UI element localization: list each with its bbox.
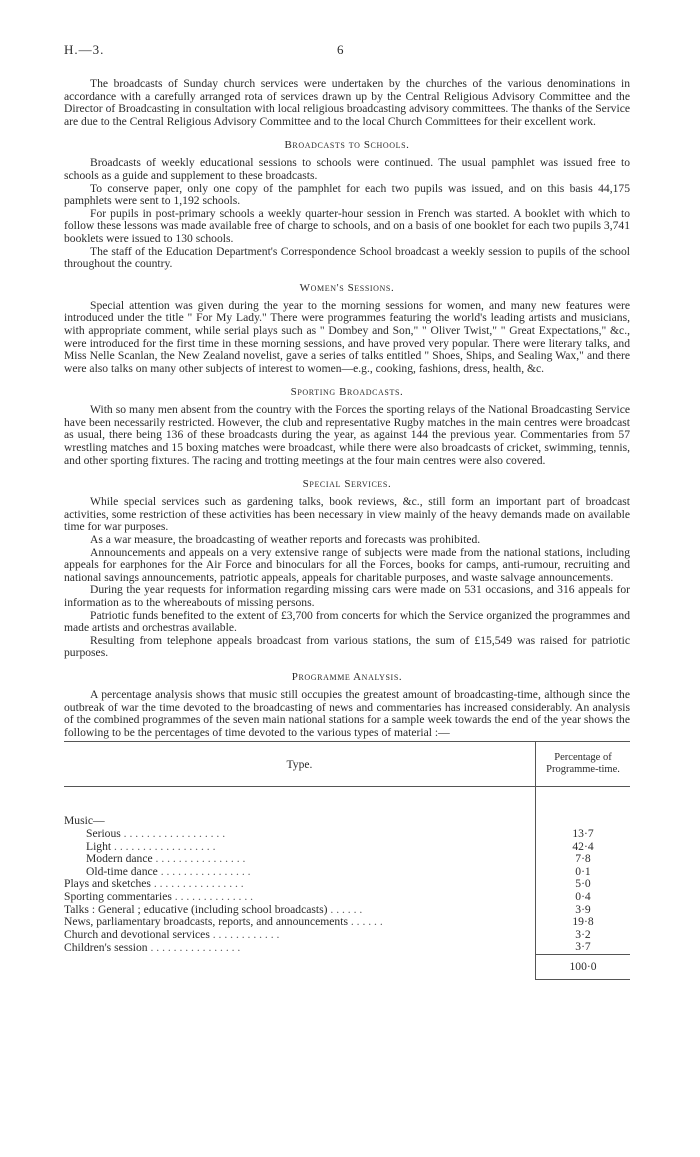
row-value: 3·2 xyxy=(536,929,631,942)
paragraph: Special attention was given during the year to the morning sessions for women, and many new features were introduced under the title " For My Lady." There were programmes featuring the world's leading artists and musicians, with appropriate comment, while serial plays such as " Dombey and Son," " Oliver Twist," " Great Expectations," &c., were introduced for the first time in these morning sessions, and have proved very popular. There were literary talks, and Miss Nelle Scanlan, the New Zealand novelist, gave a series of talks entitled " Shoes, Ships, and Sealing Wax," and there were also talks on many other subjects of interest to women—e.g., cooking, fashions, dress, health, &c. xyxy=(64,298,630,375)
paragraph: For pupils in post-primary schools a weekly quarter-hour session in French was started. A booklet with which to follow these lessons was made available free of charge to schools, and on a basis of one booklet for each two pupils 3,741 booklets were issued to 130 schools. xyxy=(64,206,630,245)
row-value: 3·7 xyxy=(536,941,631,954)
row-label: Light xyxy=(86,840,112,853)
section-heading: Women's Sessions. xyxy=(299,281,395,294)
leader-dots: . . . . . . . . . . . . . . . . xyxy=(150,878,244,891)
programme-analysis-table xyxy=(64,741,630,980)
paragraph: A percentage analysis shows that music still occupies the greatest amount of broadcasting-time, although since the outbreak of war the time devoted to the broadcasting of news and commentaries has increased considerably. An analysis of the combined programmes of the seven main national stations for a sample week towards the end of the year shows the following to be the percentages of time devoted to the various types of material :— xyxy=(64,687,630,739)
paragraph: To conserve paper, only one copy of the pamphlet for each two pupils was issued, and on this basis 44,175 pamphlets were sent to 1,192 schools. xyxy=(64,181,630,208)
row-value: 5·0 xyxy=(536,878,631,891)
leader-dots: . . . . . . xyxy=(327,903,363,916)
paragraph: Resulting from telephone appeals broadcast from various stations, the sum of £15,549 was raised for patriotic purposes. xyxy=(64,633,630,660)
row-label: Children's session xyxy=(64,941,148,954)
paragraph: With so many men absent from the country with the Forces the sporting relays of the National Broadcasting Service have been necessarily restricted. However, the club and representative Rugby matches in the main centres were broadcast as usual, there being 136 of these broadcasts during the year, as against 144 the previous year. Commentaries from 57 wrestling matches and 15 boxing matches were broadcast, while there were also broadcasts of cricket, swimming, tennis, and other sporting fixtures. The racing and trotting meetings at the four main centres were also covered. xyxy=(64,403,630,467)
row-value: 13·7 xyxy=(536,828,631,841)
leader-dots: . . . . . . xyxy=(347,916,383,929)
section-programme-analysis xyxy=(64,671,630,739)
leader-dots: . . . . . . . . . . . . . . . . xyxy=(152,853,246,866)
section-heading: Broadcasts to Schools. xyxy=(284,139,410,152)
row-value: 0·1 xyxy=(536,866,631,879)
section-broadcasts-to-schools xyxy=(64,139,630,270)
row-value: 0·4 xyxy=(536,891,631,904)
table-row-group xyxy=(64,815,630,828)
table-row xyxy=(64,941,630,954)
document-page xyxy=(64,42,630,980)
row-value: 7·8 xyxy=(536,853,631,866)
paragraph: The staff of the Education Department's Correspondence School broadcast a weekly session to pupils of the school throughout the country. xyxy=(64,244,630,271)
intro-paragraph: The broadcasts of Sunday church services were undertaken by the churches of the various denominations in accordance with a carefully arranged rota of services drawn up by the Central Religious Advisory Committee and the Director of Broadcasting in consultation with local religious broadcasting advisory committees. The thanks of the Service are due to the Central Religious Advisory Committee and to the local Church Committees for their excellent work. xyxy=(64,77,630,128)
leader-dots: . . . . . . . . . . . . xyxy=(209,928,280,941)
section-heading: Sporting Broadcasts. xyxy=(290,386,404,399)
row-label: Modern dance xyxy=(86,853,153,866)
table-row xyxy=(64,853,630,866)
column-header-type: Type. xyxy=(64,742,536,787)
section-heading: Programme Analysis. xyxy=(291,670,403,683)
table-row xyxy=(64,841,630,854)
total-value: 100·0 xyxy=(536,954,631,979)
group-label: Music— xyxy=(64,815,105,828)
row-label: Talks : General ; educative (including school broadcasts) xyxy=(64,903,328,916)
section-womens-sessions xyxy=(64,282,630,376)
paragraph: During the year requests for information regarding missing cars were made on 531 occasions, and 316 appeals for information as to the whereabouts of missing persons. xyxy=(64,583,630,609)
section-sporting-broadcasts xyxy=(64,386,630,467)
column-header-percentage-line2: Programme-time. xyxy=(546,764,620,776)
row-label: Plays and sketches xyxy=(64,878,151,891)
document-reference: H.—3. xyxy=(64,42,105,57)
row-label: Sporting commentaries xyxy=(64,890,172,903)
page-number: 6 xyxy=(337,42,344,57)
leader-dots: . . . . . . . . . . . . . . . . xyxy=(147,941,241,954)
paragraph: Announcements and appeals on a very extensive range of subjects were made from the national stations, including appeals for earphones for the Air Force and binoculars for all the Forces, books for camps, anti-rumour, recruiting and national savings announcements, patriotic appeals, appeals for charitable purposes, and waste salvage announcements. xyxy=(64,545,630,584)
column-header-percentage xyxy=(536,742,631,787)
section-heading: Special Services. xyxy=(302,478,392,491)
leader-dots: . . . . . . . . . . . . . . . . xyxy=(157,865,251,878)
row-value: 42·4 xyxy=(536,841,631,854)
table-total-row xyxy=(64,954,630,979)
row-value: 3·9 xyxy=(536,904,631,917)
page-header xyxy=(64,42,630,60)
table-row xyxy=(64,916,630,929)
table-row xyxy=(64,828,630,841)
table-row xyxy=(64,904,630,917)
table-header-row xyxy=(64,742,630,787)
column-header-percentage-line1: Percentage of xyxy=(554,752,612,764)
leader-dots: . . . . . . . . . . . . . . xyxy=(171,890,254,903)
document-body xyxy=(64,78,630,980)
table-row xyxy=(64,878,630,891)
table-row xyxy=(64,929,630,942)
paragraph: Broadcasts of weekly educational sessions to schools were continued. The usual pamphlet was issued free to schools as a guide and supplement to these broadcasts. xyxy=(64,156,630,182)
section-special-services xyxy=(64,478,630,660)
leader-dots: . . . . . . . . . . . . . . . . . . xyxy=(111,840,216,853)
paragraph: As a war measure, the broadcasting of weather reports and forecasts was prohibited. xyxy=(90,533,481,547)
row-label: Church and devotional services xyxy=(64,928,210,941)
table-row xyxy=(64,891,630,904)
paragraph: While special services such as gardening talks, book reviews, &c., still form an important part of broadcast activities, some restriction of these activities has been necessary in view mainly of the heavy demands made on available time for war purposes. xyxy=(64,495,630,534)
paragraph: Patriotic funds benefited to the extent of £3,700 from concerts for which the Service organized the programmes and made artists and orchestras available. xyxy=(64,608,630,635)
row-label: Serious xyxy=(86,827,121,840)
row-value: 19·8 xyxy=(536,916,631,929)
leader-dots: . . . . . . . . . . . . . . . . . . xyxy=(120,827,226,840)
table-row xyxy=(64,866,630,879)
row-label: Old-time dance xyxy=(86,865,158,878)
row-label: News, parliamentary broadcasts, reports, and announcements xyxy=(64,916,348,929)
